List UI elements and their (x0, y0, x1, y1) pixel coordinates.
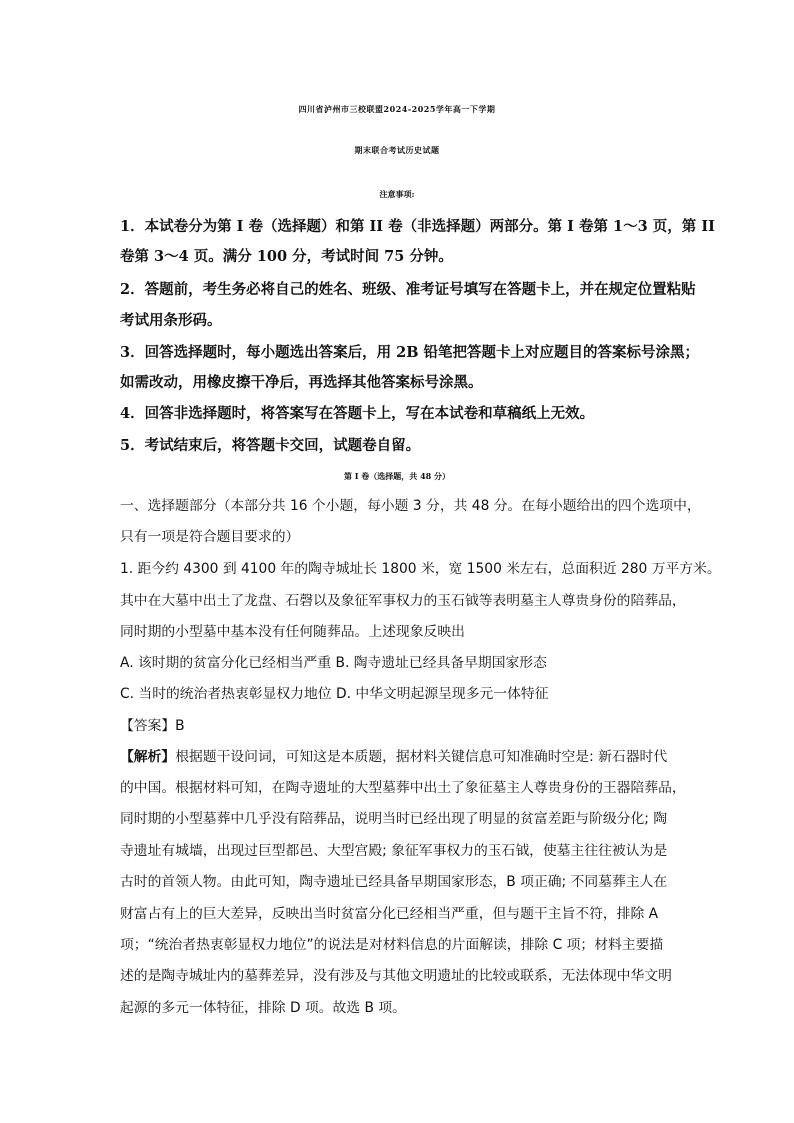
question1-stem-line3: 同时期的小型墓中基本没有任何随葬品。上述现象反映出 (120, 624, 465, 640)
section-intro-line2: 只有一项是符合题目要求的） (120, 529, 300, 545)
question1-analysis-line2: 的中国。根据材料可知，在陶寺遗址的大型墓葬中出土了象征墓主人尊贵身份的王器陪葬品， (120, 780, 686, 796)
exam-title-line1: 四川省泸州市三校联盟2024-2025学年高一下学期 (298, 104, 496, 114)
question1-analysis-line5: 古时的首领人物。由此可知，陶寺遗址已经具备早期国家形态，B 项正确; 不同墓葬主人在 (120, 874, 668, 890)
question1-analysis-line6: 财富占有上的巨大差异，反映出当时贫富分化已经相当严重，但与题干主旨不符，排除 A (120, 906, 659, 922)
section-intro-line1: 一、选择题部分（本部分共 16 个小题，每小题 3 分，共 48 分。在每小题给出的四个选项中， (120, 498, 701, 514)
question1-answer: 【答案】B (120, 718, 185, 734)
notice-line-3: 2．答题前，考生务必将自己的姓名、班级、准考证号填写在答题卡上，并在规定位置粘贴 (120, 281, 696, 298)
question1-analysis-line9: 起源的多元一体特征，排除 D 项。故选 B 项。 (120, 1000, 406, 1016)
question1-analysis-line8: 述的是陶寺城址内的墓葬差异，没有涉及与其他文明遗址的比较或联系，无法体现中华文明 (120, 968, 672, 984)
question1-analysis-line3: 同时期的小型墓葬中几乎没有陪葬品，说明当时已经出现了明显的贫富差距与阶级分化; 陶 (120, 811, 668, 827)
notice-heading: 注意事项: (379, 189, 415, 199)
analysis-label: 【解析】 (120, 749, 176, 765)
notice-line-7: 4．回答非选择题时，将答案写在答题卡上，写在本试卷和草稿纸上无效。 (120, 405, 595, 422)
notice-line-8: 5．考试结束后，将答题卡交回，试题卷自留。 (120, 437, 421, 454)
analysis-text-line1: 根据题干设问词，可知这是本质题，据材料关键信息可知准确时空是: 新石器时代 (175, 749, 668, 765)
question1-analysis-line7: 项；“统治者热衷彰显权力地位”的说法是对材料信息的片面解读，排除 C 项；材料主要描 (120, 937, 664, 953)
question1-analysis-line4: 寺遗址有城墙，出现过巨型都邑、大型宫殿; 象征军事权力的玉石钺，使墓主往往被认为是 (120, 843, 668, 859)
notice-line-2: 卷第 3～4 页。满分 100 分，考试时间 75 分钟。 (120, 248, 453, 265)
question1-options-line1: A. 该时期的贫富分化已经相当严重 B. 陶寺遗址已经具备早期国家形态 (120, 655, 547, 671)
question1-analysis-line1 (120, 747, 667, 767)
section-heading: 第 I 卷（选择题，共 48 分） (343, 471, 450, 481)
notice-line-4: 考试用条形码。 (120, 312, 222, 329)
question1-stem-line2: 其中在大墓中出土了龙盘、石磬以及象征军事权力的玉石钺等表明墓主人尊贵身份的陪葬品， (120, 593, 686, 609)
question1-options-line2: C. 当时的统治者热衷彰显权力地位 D. 中华文明起源呈现多元一体特征 (120, 686, 549, 702)
notice-line-1: 1．本试卷分为第 I 卷（选择题）和第 II 卷（非选择题）两部分。第 I 卷第 1～3 页，第 II (120, 218, 715, 235)
exam-title-line2: 期末联合考试历史试题 (354, 145, 440, 155)
question1-stem-line1: 1. 距今约 4300 到 4100 年的陶寺城址长 1800 米，宽 1500 米左右，总面积近 280 万平方米。 (120, 561, 721, 577)
notice-line-6: 如需改动，用橡皮擦干净后，再选择其他答案标号涂黑。 (120, 374, 483, 391)
notice-line-5: 3．回答选择题时，每小题选出答案后，用 2B 铅笔把答题卡上对应题目的答案标号涂黑； (120, 344, 700, 361)
